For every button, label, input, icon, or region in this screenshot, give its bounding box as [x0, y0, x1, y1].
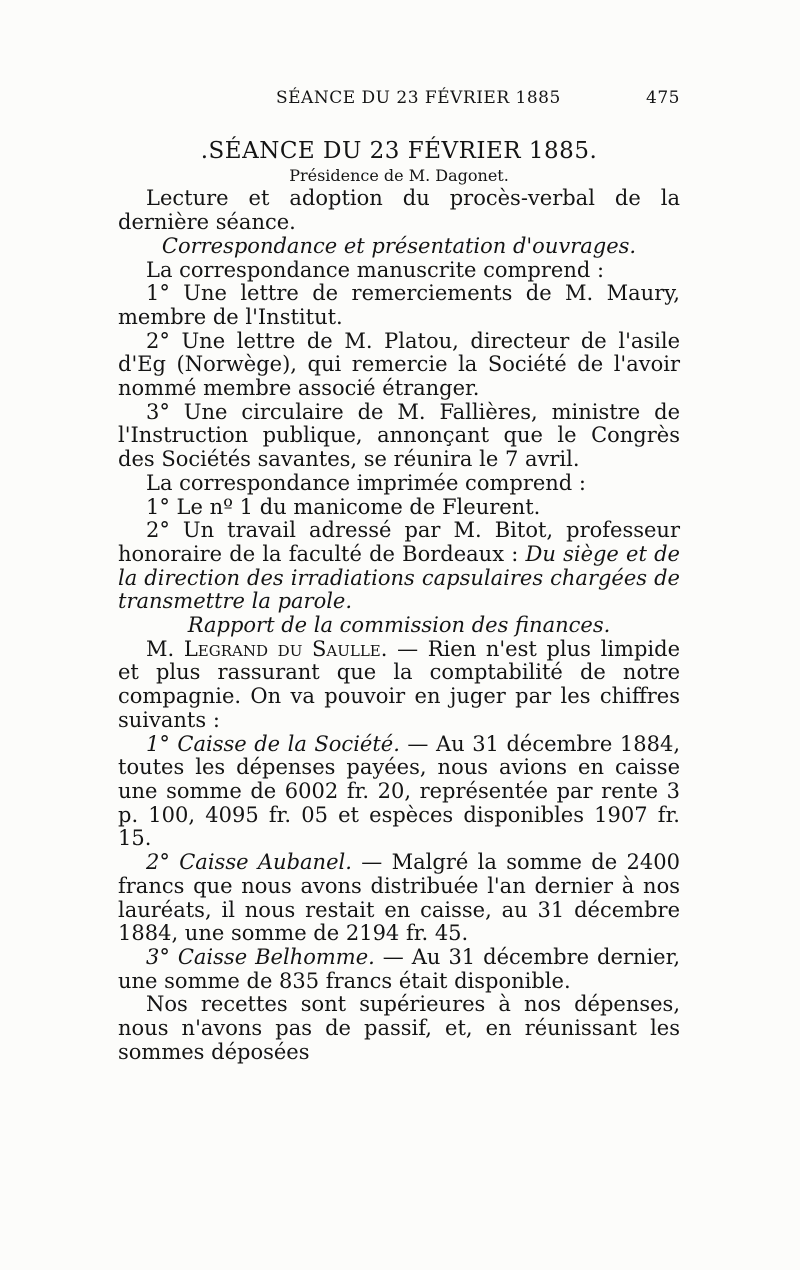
fund-1-label: 1° Caisse de la Société.: [146, 731, 400, 756]
running-title: SÉANCE DU 23 FÉVRIER 1885: [276, 88, 561, 108]
fund-2-label: 2° Caisse Aubanel.: [146, 850, 352, 875]
letter-item-1: 1° Une lettre de remerciements de M. Maury, membre de l'Institut.: [118, 281, 680, 329]
correspondence-heading: Correspondance et présentation d'ouvrages.: [161, 233, 637, 258]
finance-speech: [118, 638, 680, 733]
letter-item-3: 3° Une circulaire de M. Fallières, ministre de l'Instruction publique, annonçant que le Congrès des Sociétés savantes, se réunira le 7 avril.: [118, 399, 680, 472]
speaker-name: M. Legrand du Saulle.: [146, 636, 388, 661]
printed-item-2-title: Du siège et de la direction des irradiations capsulaires chargées de transmettre la parole.: [118, 541, 680, 614]
closing-paragraph: Nos recettes sont supérieures à nos dépenses, nous n'avons pas de passif, et, en réunissant les sommes déposées: [118, 992, 680, 1064]
printed-item-1: 1° Le nº 1 du manicome de Fleurent.: [146, 494, 541, 519]
fund-1: [118, 733, 680, 852]
fund-2: [118, 851, 680, 946]
minutes-paragraph: Lecture et adoption du procès-verbal de la dernière séance.: [118, 186, 680, 235]
finance-heading: Rapport de la commission des finances.: [187, 613, 611, 638]
fund-1-text: — Au 31 décembre 1884, toutes les dépenses payées, nous avions en caisse une somme de 6002 fr. 20, représentée par rente 3 p. 100, 4095 fr. 05 et espèces disponibles 1907 fr. 15.: [118, 731, 680, 851]
printed-item-2: [118, 519, 680, 614]
page-number: 475: [646, 88, 680, 108]
printed-item-2-lead: 2° Un travail adressé par M. Bitot, professeur honoraire de la faculté de Bordeaux :: [118, 518, 680, 566]
sitting-title: .SÉANCE DU 23 FÉVRIER 1885.: [200, 138, 598, 164]
letter-item-2: 2° Une lettre de M. Platou, directeur de l'asile d'Eg (Norwège), qui remercie la Société de l'avoir nommé membre associé étranger.: [118, 328, 680, 401]
speech-text: — Rien n'est plus limpide et plus rassurant que la comptabilité de notre compagnie. On va pouvoir en juger par les chiffres suivants :: [118, 636, 680, 732]
manuscript-intro: La correspondance manuscrite comprend :: [146, 257, 605, 282]
running-head: [118, 88, 680, 114]
fund-3-text: — Au 31 décembre dernier, une somme de 835 francs était disponible.: [118, 944, 681, 993]
printed-intro: La correspondance imprimée comprend :: [146, 470, 587, 495]
page-body: [118, 140, 680, 1064]
fund-3-label: 3° Caisse Belhomme.: [146, 944, 375, 969]
fund-3: [118, 946, 680, 993]
fund-2-text: — Malgré la somme de 2400 francs que nous avons distribuée l'an dernier à nos lauréats, il nous restait en caisse, au 31 décembre 1884, une somme de 2194 fr. 45.: [118, 850, 680, 946]
presidency-line: Présidence de M. Dagonet.: [289, 165, 509, 185]
